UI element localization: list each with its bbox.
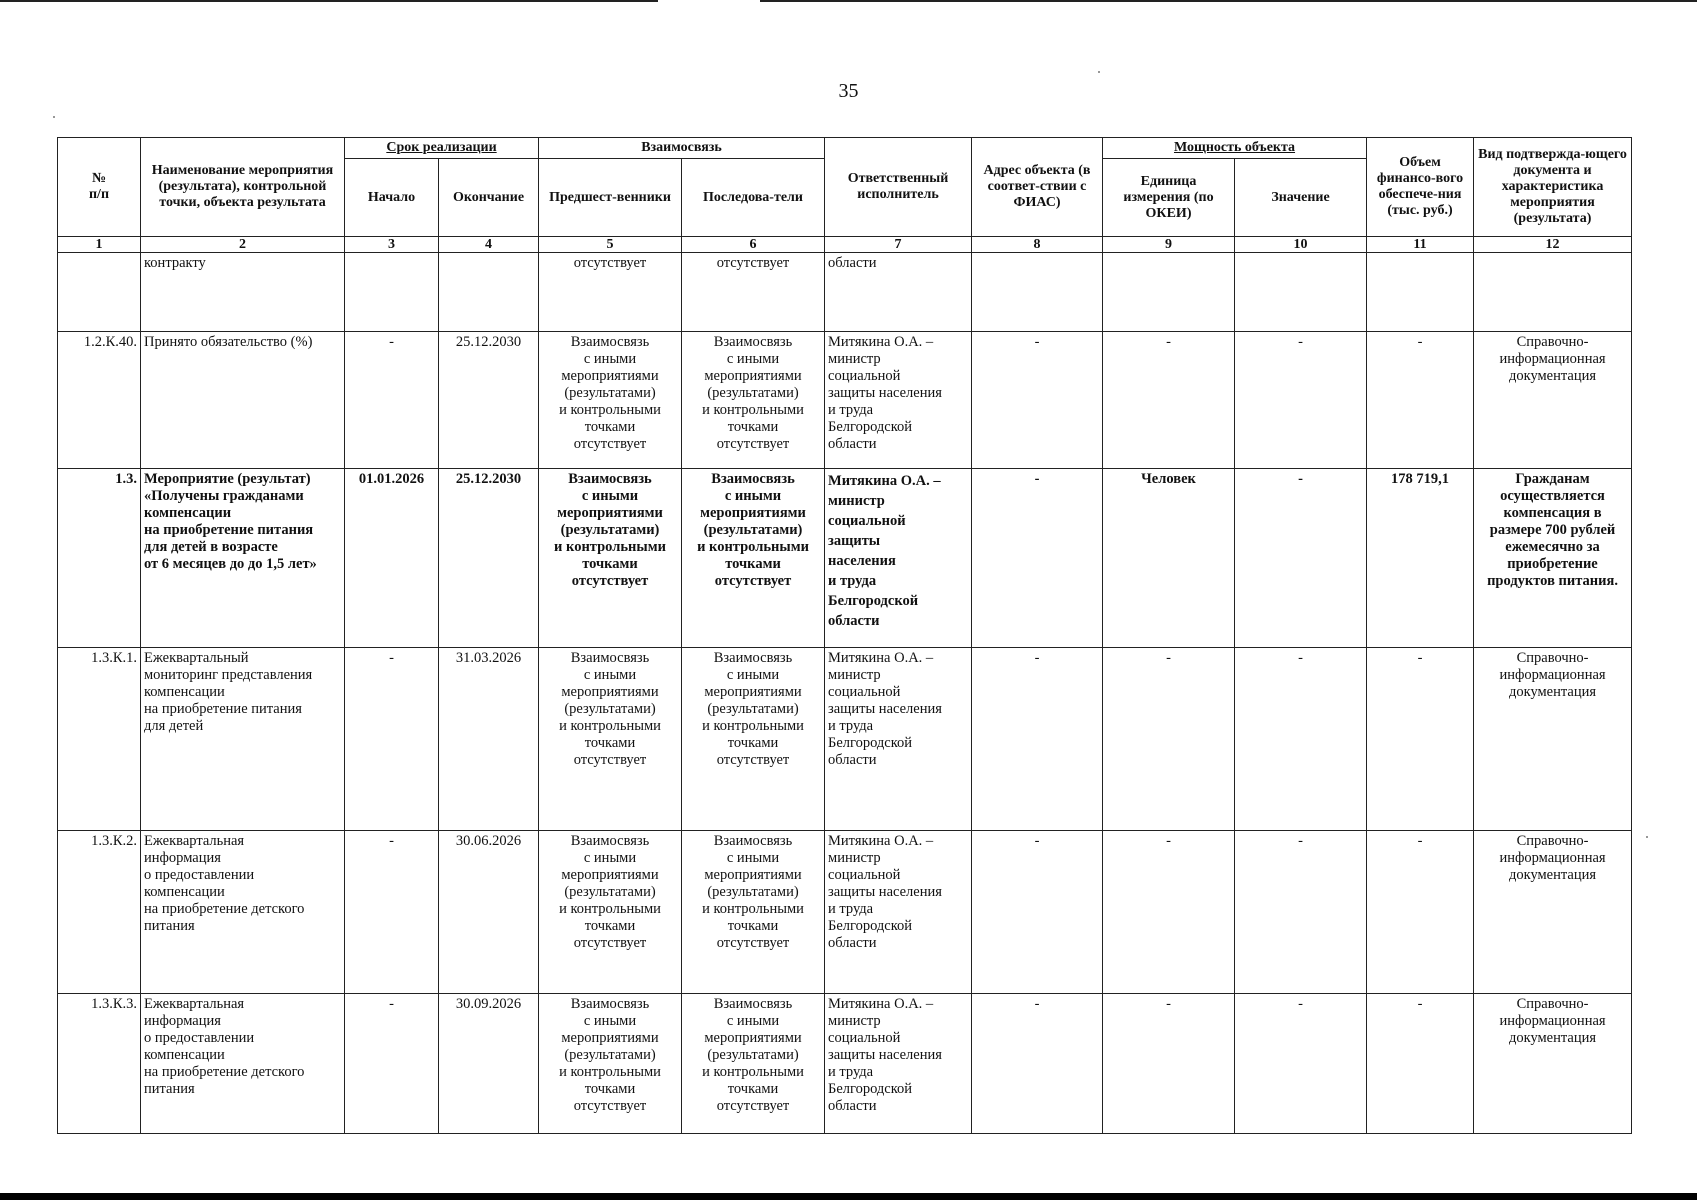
row-name: Принято обязательство (%): [141, 332, 345, 469]
column-number: 10: [1235, 237, 1367, 253]
table-row: [58, 994, 1632, 1134]
row-responsible: Митякина О.А. – министр социальной защиты населения и труда Белгородской области: [825, 469, 972, 648]
row-doc-type: Справочно- информационная документация: [1474, 332, 1632, 469]
row-unit: -: [1103, 831, 1235, 994]
column-number-row: [58, 237, 1632, 253]
row-successors: Взаимосвязь с иными мероприятиями (результатами) и контрольными точками отсутствует: [682, 648, 825, 831]
row-successors: Взаимосвязь с иными мероприятиями (результатами) и контрольными точками отсутствует: [682, 469, 825, 648]
row-start: -: [345, 332, 439, 469]
header-finance: Объем финансо-вого обеспече-ния (тыс. руб.): [1367, 138, 1474, 237]
header-relation: Взаимосвязь: [539, 138, 825, 159]
row-name: Мероприятие (результат) «Получены гражданами компенсации на приобретение питания для детей в возрасте от 6 месяцев до до 1,5 лет»: [141, 469, 345, 648]
scan-speck: [53, 116, 55, 118]
row-value: -: [1235, 648, 1367, 831]
row-end: 30.06.2026: [439, 831, 539, 994]
column-number: 12: [1474, 237, 1632, 253]
row-value: -: [1235, 831, 1367, 994]
row-number: 1.2.К.40.: [58, 332, 141, 469]
table-row: [58, 648, 1632, 831]
row-unit: [1103, 253, 1235, 332]
row-number: 1.3.К.3.: [58, 994, 141, 1134]
column-number: 1: [58, 237, 141, 253]
column-number: 5: [539, 237, 682, 253]
row-end: 25.12.2030: [439, 332, 539, 469]
column-number: 4: [439, 237, 539, 253]
row-end: 31.03.2026: [439, 648, 539, 831]
row-number: 1.3.К.1.: [58, 648, 141, 831]
row-end: 25.12.2030: [439, 469, 539, 648]
bottom-scan-bar: [0, 1193, 1697, 1200]
header-responsible: Ответственный исполнитель: [825, 138, 972, 237]
row-doc-type: [1474, 253, 1632, 332]
row-successors: Взаимосвязь с иными мероприятиями (результатами) и контрольными точками отсутствует: [682, 332, 825, 469]
row-unit: Человек: [1103, 469, 1235, 648]
row-responsible: области: [825, 253, 972, 332]
column-number: 11: [1367, 237, 1474, 253]
row-start: -: [345, 831, 439, 994]
table-row: [58, 253, 1632, 332]
row-predecessors: Взаимосвязь с иными мероприятиями (результатами) и контрольными точками отсутствует: [539, 648, 682, 831]
column-number: 8: [972, 237, 1103, 253]
column-number: 3: [345, 237, 439, 253]
row-predecessors: Взаимосвязь с иными мероприятиями (результатами) и контрольными точками отсутствует: [539, 831, 682, 994]
column-number: 6: [682, 237, 825, 253]
row-predecessors: Взаимосвязь с иными мероприятиями (результатами) и контрольными точками отсутствует: [539, 994, 682, 1134]
row-name: контракту: [141, 253, 345, 332]
header-successors: Последова-тели: [682, 159, 825, 237]
header-address: Адрес объекта (в соответ-ствии с ФИАС): [972, 138, 1103, 237]
row-doc-type: Справочно- информационная документация: [1474, 831, 1632, 994]
row-start: -: [345, 994, 439, 1134]
row-unit: -: [1103, 332, 1235, 469]
row-number: 1.3.: [58, 469, 141, 648]
row-finance: -: [1367, 994, 1474, 1134]
row-responsible: Митякина О.А. – министр социальной защиты населения и труда Белгородской области: [825, 831, 972, 994]
column-number: 7: [825, 237, 972, 253]
row-responsible: Митякина О.А. – министр социальной защиты населения и труда Белгородской области: [825, 332, 972, 469]
page-number: 35: [838, 80, 859, 102]
row-successors: Взаимосвязь с иными мероприятиями (результатами) и контрольными точками отсутствует: [682, 994, 825, 1134]
row-name: Ежеквартальный мониторинг представления компенсации на приобретение питания для детей: [141, 648, 345, 831]
scan-speck: [1098, 71, 1100, 73]
header-doc-type: Вид подтвержда-ющего документа и характеристика мероприятия (результата): [1474, 138, 1632, 237]
header-predecessors: Предшест-венники: [539, 159, 682, 237]
row-number: 1.3.К.2.: [58, 831, 141, 994]
row-responsible: Митякина О.А. – министр социальной защиты населения и труда Белгородской области: [825, 648, 972, 831]
row-doc-type: Справочно- информационная документация: [1474, 648, 1632, 831]
row-finance: -: [1367, 831, 1474, 994]
row-predecessors: Взаимосвязь с иными мероприятиями (результатами) и контрольными точками отсутствует: [539, 469, 682, 648]
row-address: -: [972, 332, 1103, 469]
row-finance: [1367, 253, 1474, 332]
row-number: [58, 253, 141, 332]
header-end: Окончание: [439, 159, 539, 237]
row-start: 01.01.2026: [345, 469, 439, 648]
row-unit: -: [1103, 994, 1235, 1134]
row-value: -: [1235, 994, 1367, 1134]
row-value: -: [1235, 469, 1367, 648]
row-predecessors: Взаимосвязь с иными мероприятиями (результатами) и контрольными точками отсутствует: [539, 332, 682, 469]
row-responsible: Митякина О.А. – министр социальной защиты населения и труда Белгородской области: [825, 994, 972, 1134]
row-address: -: [972, 648, 1103, 831]
row-doc-type: Гражданам осуществляется компенсация в размере 700 рублей ежемесячно за приобретение продуктов питания.: [1474, 469, 1632, 648]
table-row: [58, 469, 1632, 648]
row-finance: 178 719,1: [1367, 469, 1474, 648]
row-address: [972, 253, 1103, 332]
header-term: Срок реализации: [345, 138, 539, 159]
header-unit: Единица измерения (по ОКЕИ): [1103, 159, 1235, 237]
column-number: 2: [141, 237, 345, 253]
row-value: [1235, 253, 1367, 332]
header-start: Начало: [345, 159, 439, 237]
row-successors: отсутствует: [682, 253, 825, 332]
row-successors: Взаимосвязь с иными мероприятиями (результатами) и контрольными точками отсутствует: [682, 831, 825, 994]
row-start: -: [345, 648, 439, 831]
plan-table: [57, 137, 1632, 1134]
table-row: [58, 831, 1632, 994]
row-unit: -: [1103, 648, 1235, 831]
top-border-line: [760, 0, 1697, 2]
row-name: Ежеквартальная информация о предоставлении компенсации на приобретение детского питания: [141, 994, 345, 1134]
top-border-line: [0, 0, 658, 2]
row-start: [345, 253, 439, 332]
row-finance: -: [1367, 332, 1474, 469]
row-address: -: [972, 469, 1103, 648]
row-address: -: [972, 831, 1103, 994]
header-value: Значение: [1235, 159, 1367, 237]
row-address: -: [972, 994, 1103, 1134]
row-name: Ежеквартальная информация о предоставлении компенсации на приобретение детского питания: [141, 831, 345, 994]
row-value: -: [1235, 332, 1367, 469]
header-num: № п/п: [58, 138, 141, 237]
row-end: 30.09.2026: [439, 994, 539, 1134]
row-end: [439, 253, 539, 332]
header-capacity: Мощность объекта: [1103, 138, 1367, 159]
header-name: Наименование мероприятия (результата), контрольной точки, объекта результата: [141, 138, 345, 237]
table-row: [58, 332, 1632, 469]
row-doc-type: Справочно- информационная документация: [1474, 994, 1632, 1134]
row-predecessors: отсутствует: [539, 253, 682, 332]
column-number: 9: [1103, 237, 1235, 253]
scan-speck: [1646, 836, 1648, 838]
row-finance: -: [1367, 648, 1474, 831]
